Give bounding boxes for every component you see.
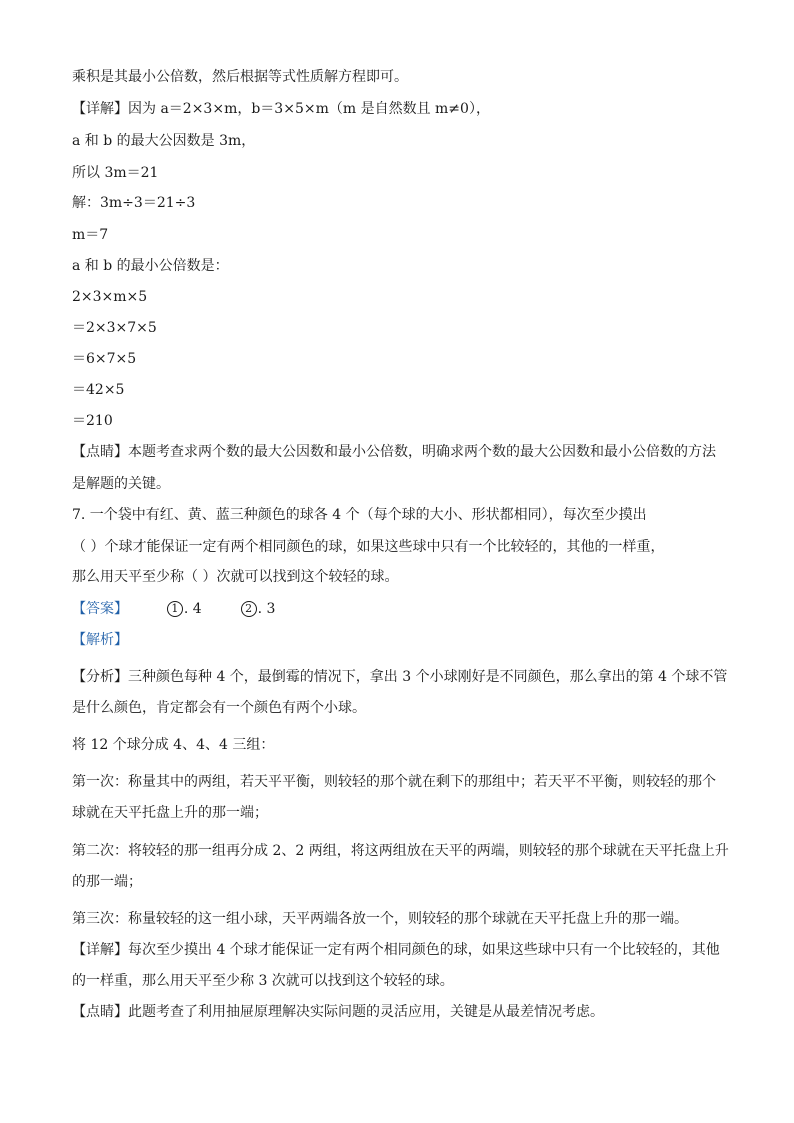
text-line: m＝7 <box>72 227 109 243</box>
comment-tag: 【点睛】 <box>72 444 128 460</box>
text-line: 解：3m÷3＝21÷3 <box>72 195 196 211</box>
text-line: 的一样重，那么用天平至少称 3 次就可以找到这个较轻的球。 <box>72 973 454 989</box>
comment-line: 【点睛】本题考查求两个数的最大公因数和最小公倍数，明确求两个数的最大公因数和最小公倍数的方法 <box>72 444 716 460</box>
detail-line: 【详解】每次至少摸出 4 个球才能保证一定有两个相同颜色的球，如果这些球中只有一个比较轻的，其他 <box>72 942 720 958</box>
analysis-text: 将 12 个球分成 4、4、4 三组： <box>72 737 275 753</box>
answer-tag: 【答案】 <box>72 601 128 617</box>
math-line: ＝210 <box>72 413 113 429</box>
math-line: ＝2×3×7×5 <box>72 320 157 336</box>
text-line: 所以 3m＝21 <box>72 165 159 181</box>
analysis-tag: 【解析】 <box>72 632 128 648</box>
comment-tag: 【点睛】 <box>72 1004 128 1020</box>
analysis-text: 【分析】三种颜色每种 4 个，最倒霉的情况下，拿出 3 个小球刚好是不同颜色，那么拿出的第 4 个球不管 <box>72 669 728 685</box>
detail-tag: 【详解】 <box>72 101 128 117</box>
analysis-text: 球就在天平托盘上升的那一端； <box>72 805 268 821</box>
analysis-line <box>72 630 128 650</box>
question-line: 那么用天平至少称（ ）次就可以找到这个较轻的球。 <box>72 569 399 585</box>
text-line: 乘积是其最小公倍数，然后根据等式性质解方程即可。 <box>72 69 408 85</box>
math-line: ＝42×5 <box>72 382 125 398</box>
math-line: 2×3×m×5 <box>72 289 148 305</box>
detail-line: 【详解】因为 a＝2×3×m，b＝3×5×m（m 是自然数且 m≠0）， <box>72 101 490 117</box>
text-line: 是解题的关键。 <box>72 476 170 492</box>
detail-tag: 【详解】 <box>72 942 128 958</box>
analysis-text: 第三次：称量较轻的这一组小球，天平两端各放一个，则较轻的那个球就在天平托盘上升的那一端。 <box>72 911 688 927</box>
question-line: 7. 一个袋中有红、黄、蓝三种颜色的球各 4 个（每个球的大小、形状都相同），每次至少摸出 <box>72 507 647 523</box>
analysis-text: 第二次：将较轻的那一组再分成 2、2 两组，将这两组放在天平的两端，则较轻的那个球就在天平托盘上升 <box>72 843 729 859</box>
text-line: a 和 b 的最小公倍数是： <box>72 258 229 274</box>
analysis-text: 的那一端； <box>72 874 142 890</box>
answer-value: . 4 <box>183 601 202 617</box>
analysis-text: 第一次：称量其中的两组，若天平平衡，则较轻的那个就在剩下的那组中；若天平不平衡，则较轻的那个 <box>72 774 716 790</box>
analysis-text: 是什么颜色，肯定都会有一个颜色有两个小球。 <box>72 700 366 716</box>
answer-line <box>72 599 275 619</box>
answer-value: . 3 <box>257 601 276 617</box>
circled-number-icon: 1 <box>167 601 183 617</box>
circled-number-icon: 2 <box>241 601 257 617</box>
math-line: ＝6×7×5 <box>72 351 137 367</box>
text-line: a 和 b 的最大公因数是 3m， <box>72 133 256 149</box>
comment-line: 【点睛】此题考查了利用抽屉原理解决实际问题的灵活应用，关键是从最差情况考虑。 <box>72 1004 604 1020</box>
question-line: （ ）个球才能保证一定有两个相同颜色的球，如果这些球中只有一个比较轻的，其他的一样重， <box>72 539 665 555</box>
